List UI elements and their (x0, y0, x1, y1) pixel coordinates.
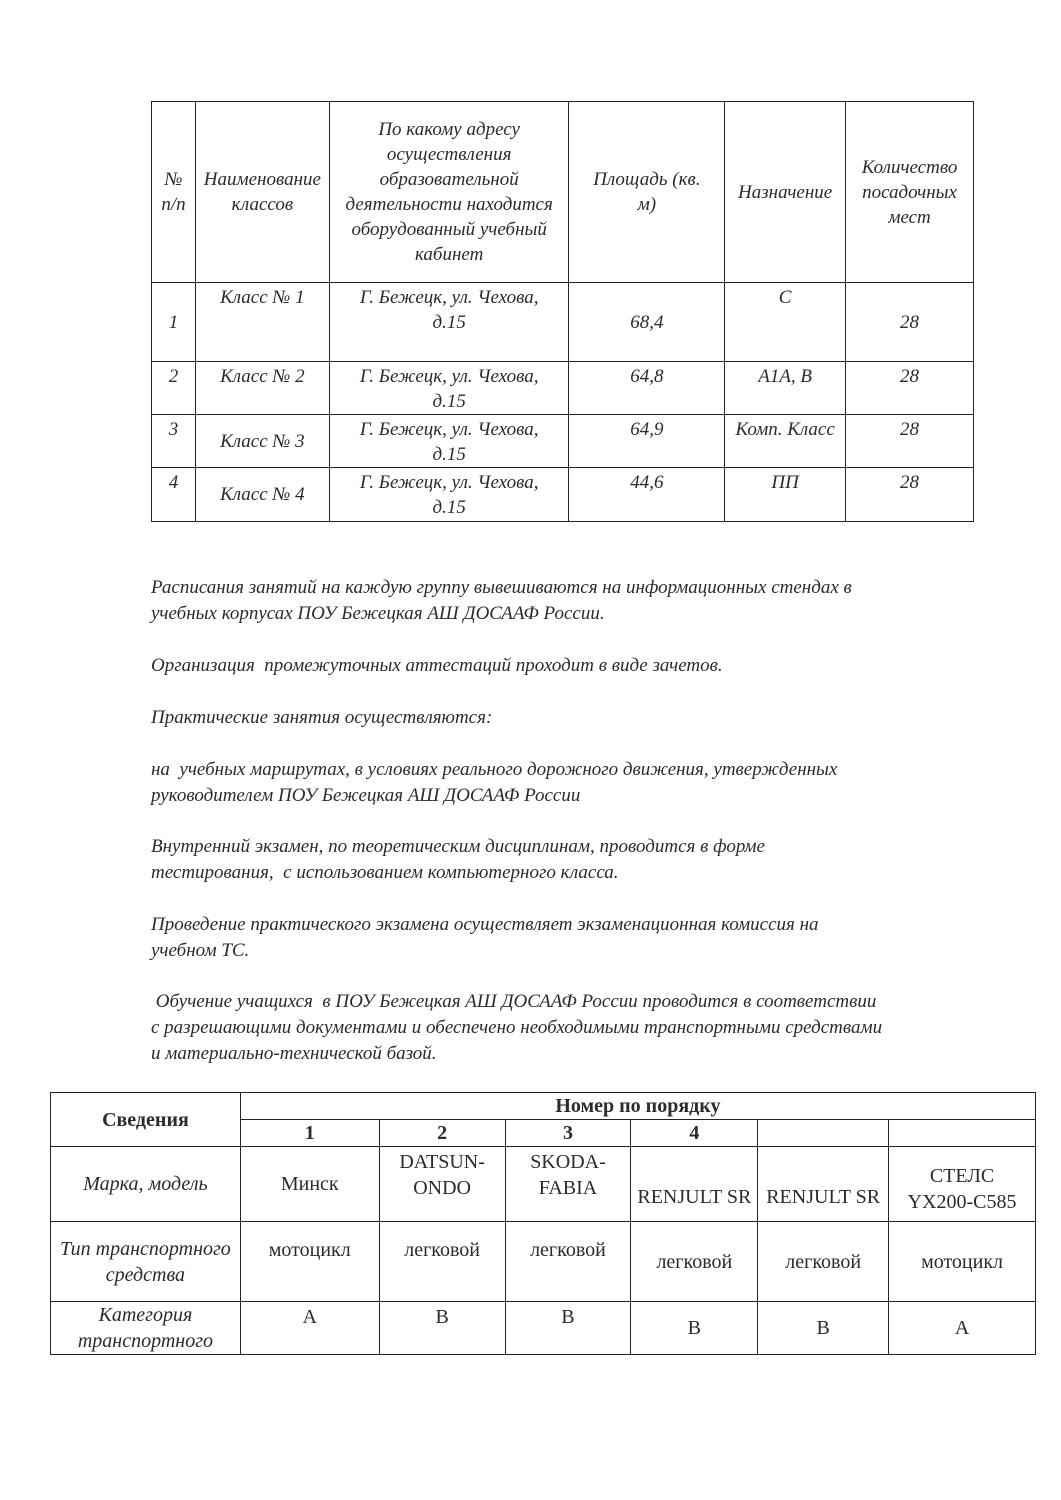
category-cell: B (505, 1302, 631, 1355)
row-address: Г. Бежецк, ул. Чехова, д.15 (329, 362, 569, 415)
row-label: Марка, модель (51, 1147, 241, 1222)
model-cell: СТЕЛС YX200-C585 (889, 1147, 1036, 1222)
row-name: Класс № 4 (195, 468, 329, 522)
attestation-paragraph: Организация промежуточных аттестаций проходит в виде зачетов. (151, 655, 723, 676)
table-row (51, 1147, 1036, 1222)
row-area: 44,6 (569, 468, 725, 522)
table-row (152, 283, 974, 362)
row-area: 68,4 (569, 283, 725, 362)
model-cell: Минск (240, 1147, 379, 1222)
row-address: Г. Бежецк, ул. Чехова, д.15 (329, 283, 569, 362)
number-cell: 2 (379, 1120, 505, 1147)
classes-header-row (152, 102, 974, 283)
row-num: 3 (152, 415, 196, 468)
header-address: По какому адресу осуществления образовательной деятельности находится оборудованный учебный кабинет (329, 102, 569, 283)
category-cell: A (889, 1302, 1036, 1355)
number-cell: 3 (505, 1120, 631, 1147)
row-num: 2 (152, 362, 196, 415)
row-purpose: А1А, В (725, 362, 846, 415)
row-address: Г. Бежецк, ул. Чехова, д.15 (329, 468, 569, 522)
row-seats: 28 (846, 283, 974, 362)
info-header: Сведения (51, 1093, 241, 1147)
vehicles-header-row (51, 1093, 1036, 1120)
category-cell: B (379, 1302, 505, 1355)
row-area: 64,8 (569, 362, 725, 415)
type-cell: легковой (505, 1222, 631, 1302)
row-name: Класс № 2 (195, 362, 329, 415)
header-seats: Количество посадочных мест (846, 102, 974, 283)
category-cell: B (631, 1302, 758, 1355)
vehicles-table (50, 1092, 1036, 1355)
row-label: Тип транспортного средства (51, 1222, 241, 1302)
type-cell: легковой (379, 1222, 505, 1302)
row-seats: 28 (846, 362, 974, 415)
table-row (152, 468, 974, 522)
practical-exam-paragraph: Проведение практического экзамена осуществляет экзаменационная комиссия на учебном ТС. (151, 914, 819, 961)
model-cell: DATSUN- ONDO (379, 1147, 505, 1222)
row-num: 4 (152, 468, 196, 522)
category-cell: B (758, 1302, 889, 1355)
order-header: Номер по порядку (240, 1093, 1035, 1120)
type-cell: мотоцикл (889, 1222, 1036, 1302)
header-purpose: Назначение (725, 102, 846, 283)
practice-paragraph: Практические занятия осуществляются: (151, 707, 493, 728)
internal-exam-paragraph: Внутренний экзамен, по теоретическим дисциплинам, проводится в форме тестирования, с использованием компьютерного класса. (151, 836, 765, 883)
row-address: Г. Бежецк, ул. Чехова, д.15 (329, 415, 569, 468)
table-row (51, 1302, 1036, 1355)
header-area: Площадь (кв. м) (569, 102, 725, 283)
table-row (152, 415, 974, 468)
model-cell: RENJULT SR (631, 1147, 758, 1222)
model-cell: RENJULT SR (758, 1147, 889, 1222)
row-purpose: С (725, 283, 846, 362)
row-area: 64,9 (569, 415, 725, 468)
schedule-paragraph: Расписания занятий на каждую группу вывешиваются на информационных стендах в учебных корпусах ПОУ Бежецкая АШ ДОСААФ России. (151, 577, 852, 624)
number-cell (758, 1120, 889, 1147)
number-cell: 4 (631, 1120, 758, 1147)
model-cell: SKODA- FABIA (505, 1147, 631, 1222)
row-num: 1 (152, 283, 196, 362)
row-label: Категория транспортного (51, 1302, 241, 1355)
type-cell: легковой (758, 1222, 889, 1302)
row-seats: 28 (846, 468, 974, 522)
type-cell: мотоцикл (240, 1222, 379, 1302)
header-name: Наименование классов (195, 102, 329, 283)
table-row (152, 362, 974, 415)
row-name: Класс № 1 (195, 283, 329, 362)
table-row (51, 1222, 1036, 1302)
type-cell: легковой (631, 1222, 758, 1302)
number-cell (889, 1120, 1036, 1147)
routes-paragraph: на учебных маршрутах, в условиях реального дорожного движения, утвержденных руководителем ПОУ Бежецкая АШ ДОСААФ России (151, 759, 838, 806)
row-name: Класс № 3 (195, 415, 329, 468)
number-cell: 1 (240, 1120, 379, 1147)
classes-table (151, 101, 974, 522)
row-purpose: ПП (725, 468, 846, 522)
header-num: № п/п (152, 102, 196, 283)
training-paragraph: Обучение учащихся в ПОУ Бежецкая АШ ДОСААФ России проводится в соответствии с разрешающими документами и обеспечено необходимыми транспортными средствами и материально-технической базой. (151, 991, 883, 1064)
row-purpose: Комп. Класс (725, 415, 846, 468)
row-seats: 28 (846, 415, 974, 468)
category-cell: A (240, 1302, 379, 1355)
